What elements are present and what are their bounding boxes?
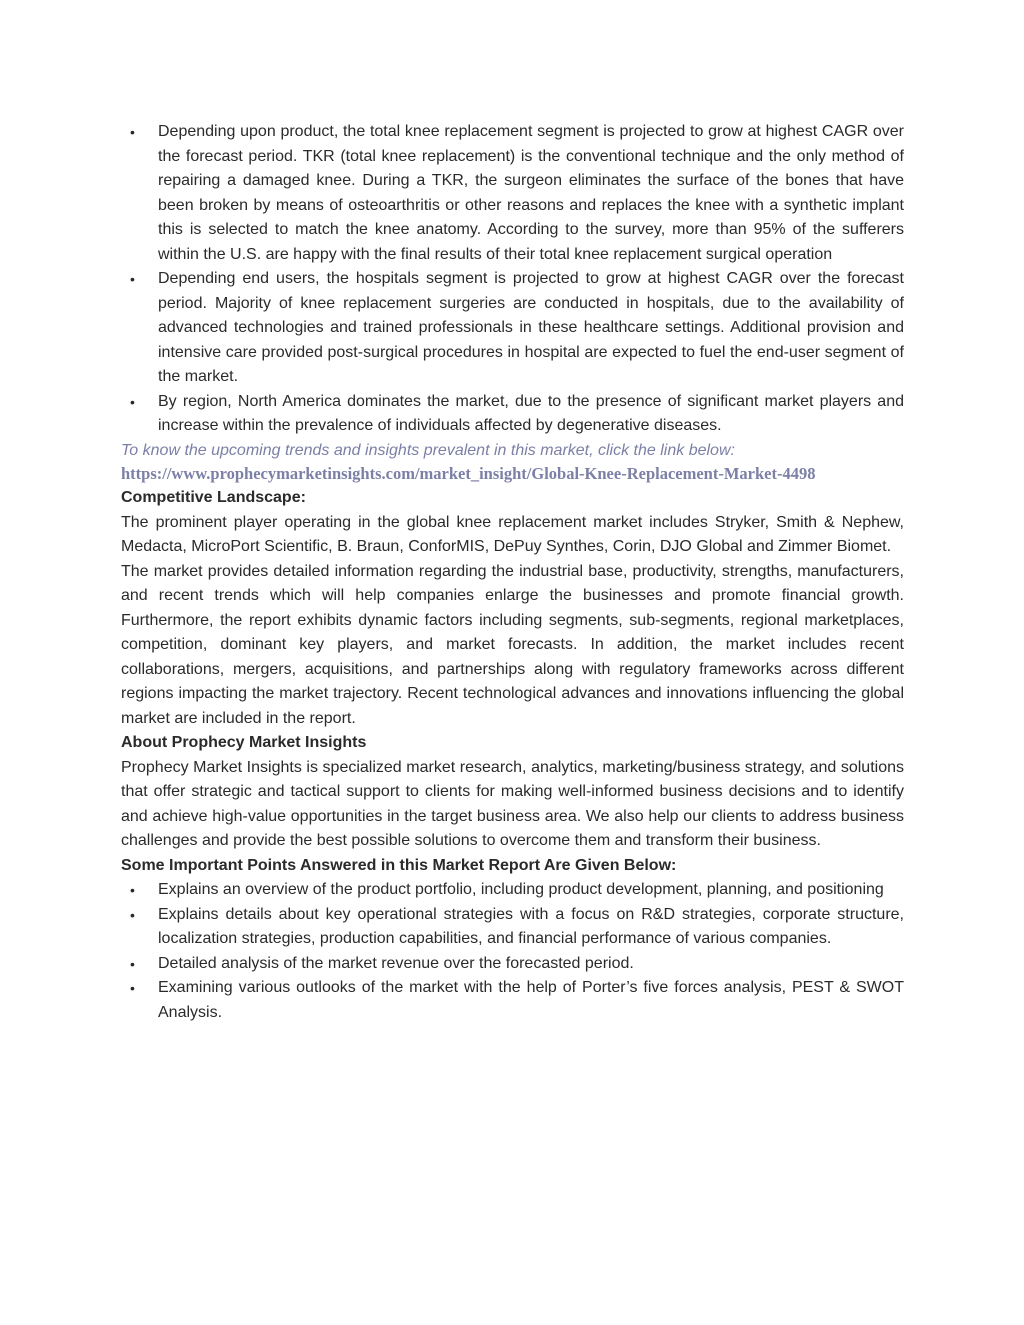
points-bullet-list: [121, 878, 904, 1025]
bullet-icon: •: [130, 882, 135, 898]
competitive-paragraph-1: The prominent player operating in the global knee replacement market includes Stryker, Smith & Nephew, Medacta, MicroPort Scientific, B. Braun, ConforMIS, DePuy Synthes, Corin, DJO Global and Zimmer Biomet.: [121, 513, 904, 555]
competitive-paragraph-2: The market provides detailed information regarding the industrial base, productivity, strengths, manufacturers, and recent trends which will help companies enlarge the businesses and promote financial growth. Furthermore, the report exhibits dynamic factors including segments, sub-segments, regional marketplaces, competition, dominant key players, and market forecasts. In addition, the market includes recent collaborations, mergers, acquisitions, and partnerships along with regulatory frameworks across different regions impacting the market trajectory. Recent technological advances and innovations influencing the global market are included in the report.: [121, 562, 904, 727]
list-item: [121, 267, 904, 390]
bullet-text: Examining various outlooks of the market with the help of Porter’s five forces analysis, PEST & SWOT Analysis.: [158, 979, 904, 1021]
report-link[interactable]: https://www.prophecymarketinsights.com/market_insight/Global-Knee-Replacement-Market-4498: [121, 464, 816, 483]
bullet-icon: •: [130, 271, 135, 287]
about-heading: About Prophecy Market Insights: [121, 734, 367, 751]
about-paragraph: Prophecy Market Insights is specialized market research, analytics, marketing/business strategy, and solutions that offer strategic and tactical support to clients for making well-informed business decisions and to identify and achieve high-value opportunities in the target business area. We also help our clients to address business challenges and provide the best possible solutions to overcome them and transform their business.: [121, 758, 904, 849]
bullet-text: Explains details about key operational strategies with a focus on R&D strategies, corporate structure, localization strategies, production capabilities, and financial performance of various companies.: [158, 905, 904, 947]
bullet-icon: •: [130, 955, 135, 972]
list-item: [121, 390, 904, 439]
points-heading: Some Important Points Answered in this Market Report Are Given Below:: [121, 856, 677, 874]
list-item: [121, 952, 904, 977]
bullet-text: Depending upon product, the total knee replacement segment is projected to grow at highest CAGR over the forecast period. TKR (total knee replacement) is the conventional technique and the only method of repairing a damaged knee. During a TKR, the surgeon eliminates the surface of the bones that have been broken by means of osteoarthritis or other reasons and replaces the knee with a synthetic implant this is selected to match the knee anatomy. According to the survey, more than 95% of the sufferers within the U.S. are happy with the final results of their total knee replacement surgical operation: [158, 123, 904, 263]
list-item: [121, 976, 904, 1025]
intro-bullet-list: [121, 120, 904, 439]
document-page: [121, 120, 904, 1025]
bullet-icon: •: [130, 393, 135, 410]
bullet-icon: •: [130, 124, 135, 140]
bullet-text: Detailed analysis of the market revenue over the forecasted period.: [158, 954, 634, 972]
list-item: [121, 903, 904, 952]
bullet-text: By region, North America dominates the market, due to the presence of significant market players and increase within the prevalence of individuals affected by degenerative diseases.: [158, 392, 904, 434]
list-item: [121, 120, 904, 267]
promo-text: To know the upcoming trends and insights prevalent in this market, click the link below:: [121, 441, 735, 459]
competitive-heading: Competitive Landscape:: [121, 489, 306, 506]
bullet-icon: •: [130, 906, 135, 923]
list-item: [121, 878, 904, 903]
bullet-icon: •: [130, 980, 135, 996]
bullet-text: Depending end users, the hospitals segment is projected to grow at highest CAGR over the forecast period. Majority of knee replacement surgeries are conducted in hospitals, due to the availability of advanced technologies and trained professionals in these healthcare settings. Additional provision and intensive care provided post-surgical procedures in hospital are expected to fuel the end-user segment of the market.: [158, 270, 904, 385]
bullet-text: Explains an overview of the product portfolio, including product development, planning, and positioning: [158, 881, 884, 898]
